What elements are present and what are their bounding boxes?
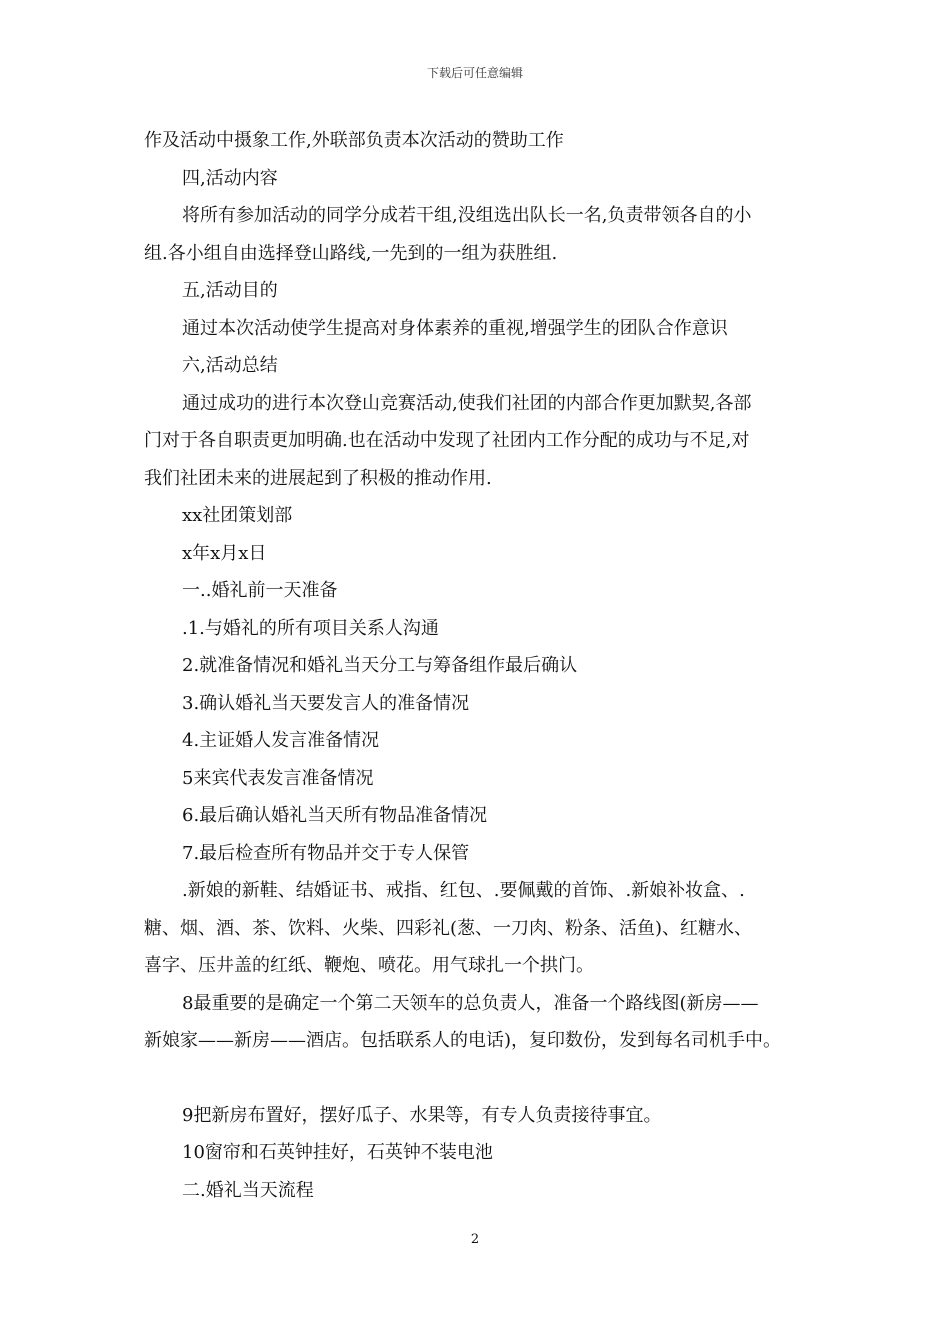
blank-line [144,1060,816,1097]
signature-date: x年x月x日 [182,542,267,564]
list-item: 5来宾代表发言准备情况 [182,767,374,789]
section-heading: 六,活动总结 [182,355,278,376]
list-item: .1.与婚礼的所有项目关系人沟通 [182,617,439,639]
text-line: 组.各小组自由选择登山路线,一先到的一组为获胜组. [144,242,558,264]
section-heading: 一..婚礼前一天准备 [182,580,338,601]
list-item: 8最重要的是确定一个第二天领车的总负责人，准备一个路线图(新房—— [182,992,759,1014]
text-line: 我们社团未来的进展起到了积极的推动作用. [144,467,492,489]
list-item: 2.就准备情况和婚礼当天分工与筹备组作最后确认 [182,655,578,676]
text-line: 通过本次活动使学生提高对身体素养的重视,增强学生的团队合作意识 [182,317,728,339]
list-item: 7.最后检查所有物品并交于专人保管 [182,842,470,864]
list-item: 9把新房布置好，摆好瓜子、水果等，有专人负责接待事宜。 [182,1104,662,1126]
text-line: 将所有参加活动的同学分成若干组,没组选出队长一名,负责带领各自的小 [182,205,752,226]
list-item: 6.最后确认婚礼当天所有物品准备情况 [182,805,488,826]
list-item: 3.确认婚礼当天要发言人的准备情况 [182,692,470,714]
signature-department: xx社团策划部 [182,505,293,526]
section-heading: 五,活动目的 [182,280,278,301]
page-header: 下载后可任意编辑 [426,66,523,80]
text-line: 作及活动中摄象工作,外联部负责本次活动的赞助工作 [144,130,564,151]
section-heading: 二.婚礼当天流程 [182,1179,314,1201]
text-line: 糖、烟、酒、茶、饮料、火柴、四彩礼(葱、一刀肉、粉条、活鱼)、红糖水、 [144,917,753,939]
list-item: 4.主证婚人发言准备情况 [182,730,380,751]
list-item: 10窗帘和石英钟挂好，石英钟不装电池 [182,1142,493,1163]
document-body [144,122,816,1209]
text-line: 喜字、压井盖的红纸、鞭炮、喷花。用气球扎一个拱门。 [144,955,594,976]
text-line: .新娘的新鞋、结婚证书、戒指、红包、.要佩戴的首饰、.新娘补妆盒、. [182,880,745,901]
text-line: 通过成功的进行本次登山竞赛活动,使我们社团的内部合作更加默契,各部 [182,392,752,414]
page-number: 2 [470,1232,480,1247]
section-heading: 四,活动内容 [182,167,278,189]
text-line: 新娘家——新房——酒店。包括联系人的电话)，复印数份，发到每名司机手中。 [144,1030,782,1051]
text-line: 门对于各自职责更加明确.也在活动中发现了社团内工作分配的成功与不足,对 [144,430,750,451]
